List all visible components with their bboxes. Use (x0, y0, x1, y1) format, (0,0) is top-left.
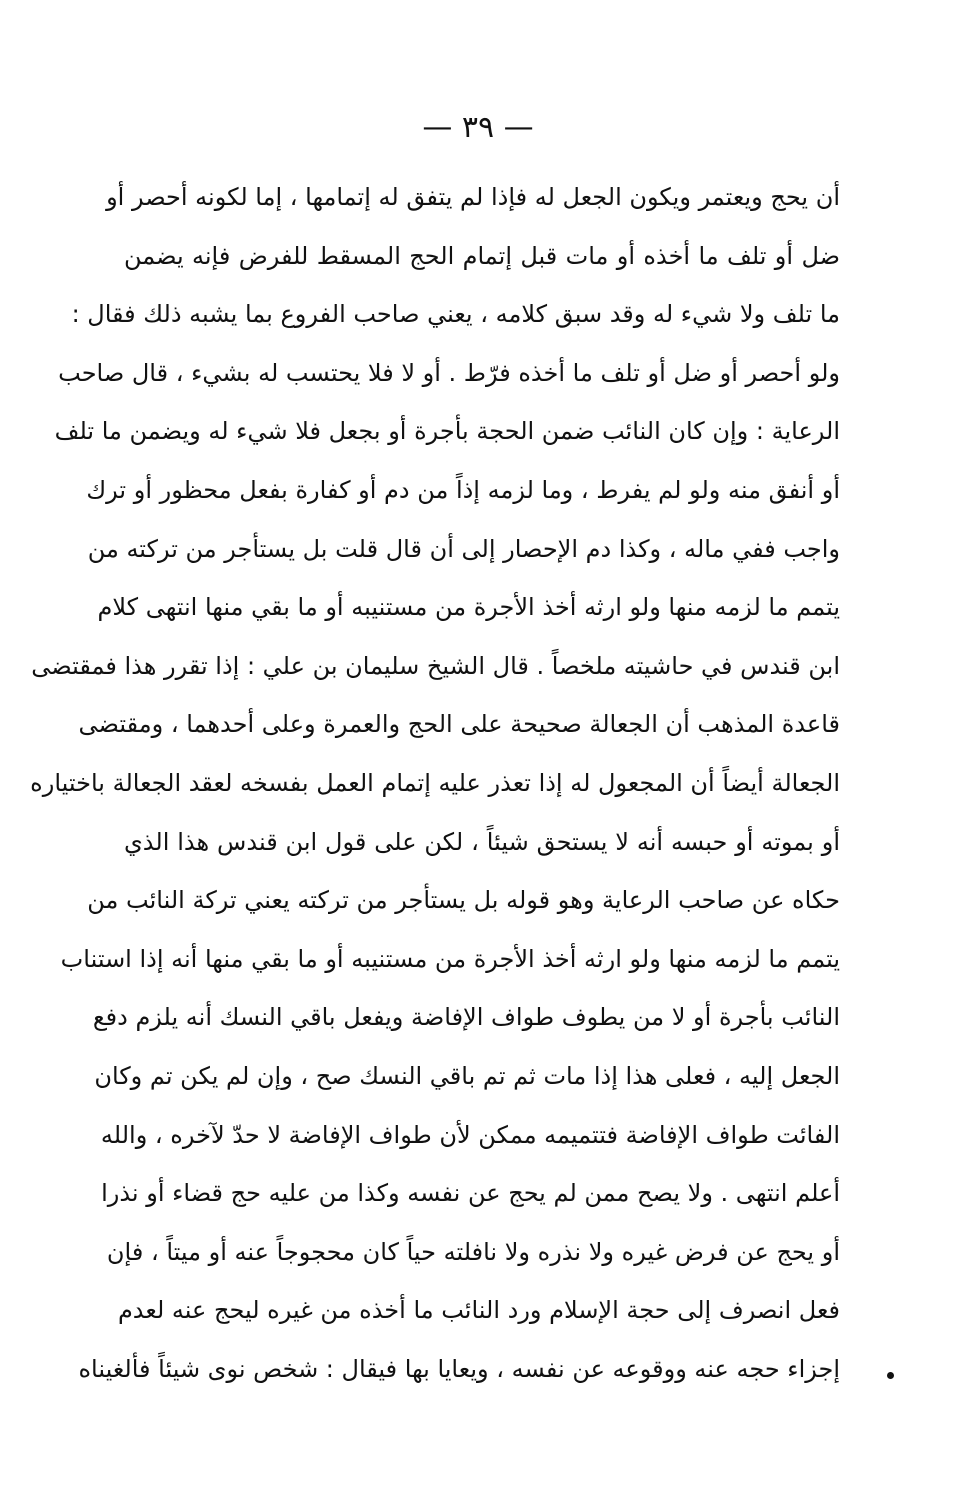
text-line: ضل أو تلف ما أخذه أو مات قبل إتمام الحج المسقط للفرض فإنه يضمن (124, 241, 840, 270)
text-line: الرعاية : وإن كان النائب ضمن الحجة بأجرة أو بجعل فلا شيء له ويضمن ما تلف (54, 417, 840, 446)
text-line: ما تلف ولا شيء له وقد سبق كلامه ، يعني صاحب الفروع بما يشبه ذلك فقال : (71, 300, 840, 329)
text-line: أو بموته أو حبسه أنه لا يستحق شيئاً ، لكن على قول ابن قندس هذا الذي (124, 827, 840, 856)
text-line: ابن قندس في حاشيته ملخصاً . قال الشيخ سليمان بن علي : إذا تقرر هذا فمقتضى (31, 651, 840, 680)
text-line: أن يحج ويعتمر ويكون الجعل له فإذا لم يتفق له إتمامها ، إما لكونه أحصر أو (106, 183, 840, 211)
text-line: حكاه عن صاحب الرعاية وهو قوله بل يستأجر من تركته يعني تركة النائب من (87, 886, 840, 915)
text-line: أعلم انتهى . ولا يصح ممن لم يحج عن نفسه وكذا من عليه حج قضاء أو نذرا (101, 1179, 840, 1208)
text-line: قاعدة المذهب أن الجعالة صحيحة على الحج والعمرة وعلى أحدهما ، ومقتضى (78, 710, 840, 739)
text-line: الفائت طواف الإفاضة فتتميمه ممكن لأن طواف الإفاضة لا حدّ لآخره ، والله (100, 1120, 840, 1149)
text-line: النائب بأجرة أو لا من يطوف طواف الإفاضة ويفعل باقي النسك أنه يلزم دفع (92, 1003, 840, 1032)
text-line: أو يحج عن فرض غيره ولا نذره ولا نافلته حياً كان محجوجاً عنه أو ميتاً ، فإن (106, 1237, 840, 1266)
text-line: ولو أحصر أو ضل أو تلف ما أخذه فرّط . أو لا فلا يحتسب له بشيء ، قال صاحب (58, 358, 840, 387)
text-line: إجزاء حجه عنه ووقوعه عن نفسه ، ويعايا بها فيقال : شخص نوى شيئاً فألغيناه (78, 1354, 840, 1383)
text-line: الجعالة أيضاً أن المجعول له إذا تعذر عليه إتمام العمل بفسخه لعقد الجعالة باختياره (30, 768, 840, 797)
text-line: يتمم ما لزمه منها ولو ارثه أخذ الأجرة من مستنيبه أو ما بقي منها أنه إذا استناب (60, 944, 840, 973)
text-line: أو أنفق منه ولو لم يفرط ، وما لزمه إذاً من دم أو كفارة بفعل محظور أو ترك (86, 475, 840, 504)
text-line: الجعل إليه ، فعلى هذا إذا مات ثم تم باقي النسك صح ، وإن لم يكن تم وكان (94, 1061, 840, 1090)
body-text (30, 168, 840, 1398)
page-number: — ٣٩ — (422, 110, 534, 145)
text-line: فعل انصرف إلى حجة الإسلام ورد النائب ما أخذه من غيره ليحج عنه لعدم (117, 1296, 840, 1325)
text-line: واجب ففي ماله ، وكذا دم الإحصار إلى أن قال قلت بل يستأجر من تركته من (87, 534, 840, 563)
text-line: يتمم ما لزمه منها ولو ارثه أخذ الأجرة من مستنيبه أو ما بقي منها انتهى كلام (97, 593, 840, 622)
margin-dot (887, 1372, 894, 1379)
